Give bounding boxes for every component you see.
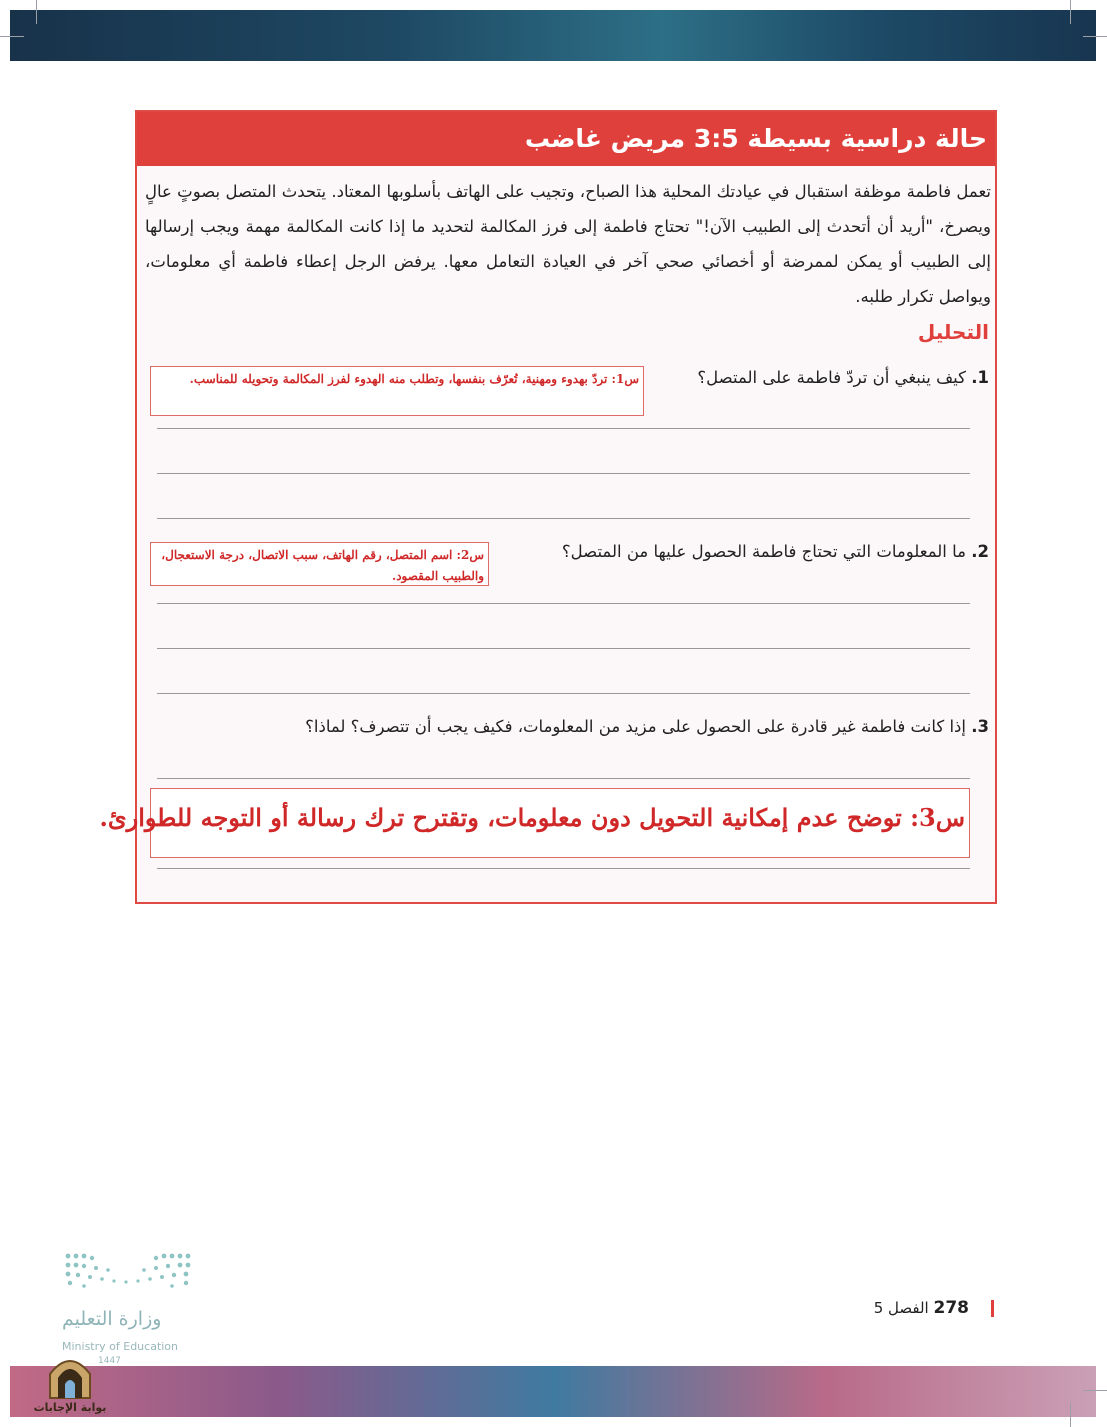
page-number-bar: [991, 1300, 994, 1317]
top-banner: [10, 10, 1096, 61]
crop-mark: [1070, 0, 1071, 24]
case-study-title: حالة دراسية بسيطة 3:5 مريض غاضب: [137, 112, 995, 166]
answer-line: [157, 428, 970, 429]
answers-portal-logo: [32, 1352, 108, 1414]
answer-box-1: [150, 366, 644, 416]
answer-line: [157, 518, 970, 519]
mosque-arch-icon: [32, 1352, 108, 1400]
bottom-banner: [10, 1366, 1096, 1417]
case-study-box: [99, 110, 997, 904]
answer-line: [157, 778, 970, 779]
question-number: 3.: [971, 717, 989, 736]
crop-mark: [1083, 36, 1107, 37]
ministry-name-en: Ministry of Education: [62, 1340, 179, 1353]
question-2: [562, 542, 989, 561]
answer-text: س1: تردّ بهدوء ومهنية، تُعرّف بنفسها، وتطلب منه الهدوء لفرز المكالمة وتحويله للمناسب.: [189, 372, 639, 386]
crop-mark: [36, 0, 37, 24]
crop-mark: [1070, 1403, 1071, 1427]
answer-text: س2: اسم المتصل، رقم الهاتف، سبب الاتصال، درجة الاستعجال، والطبيب المقصود.: [161, 548, 484, 583]
question-number: 2.: [971, 542, 989, 561]
answer-line: [157, 648, 970, 649]
question-text: ما المعلومات التي تحتاج فاطمة الحصول عليها من المتصل؟: [561, 542, 966, 561]
ministry-dots-icon: [56, 1248, 201, 1298]
ministry-logo: [56, 1248, 206, 1368]
ministry-name-ar: وزارة التعليم: [62, 1308, 162, 1330]
question-text: إذا كانت فاطمة غير قادرة على الحصول على مزيد من المعلومات، فكيف يجب أن تتصرف؟ لماذا؟: [305, 717, 966, 736]
question-1: [697, 368, 989, 387]
page-number-value: 278: [933, 1298, 969, 1318]
chapter-label: الفصل 5: [873, 1299, 929, 1317]
answer-box-2: [150, 542, 489, 586]
answer-line: [157, 473, 970, 474]
crop-mark: [1083, 1390, 1107, 1391]
case-study-intro: تعمل فاطمة موظفة استقبال في عيادتك المحلية هذا الصباح، وتجيب على الهاتف بأسلوبها المعتاد. يتحدث المتصل بصوتٍ عالٍ ويصرخ، "أريد أن أتحدث إلى الطبيب الآن!" تحتاج فاطمة إلى فرز المكالمة لتحديد ما إذا كانت المكالمة مهمة ويجب إرسالها إلى الطبيب أو يمكن لممرضة أو أخصائي صحي آخر في العيادة التعامل معها. يرفض الرجل إعطاء فاطمة أي معلومات، ويواصل تكرار طلبه.: [145, 182, 991, 306]
answer-line: [157, 868, 970, 869]
analysis-heading: التحليل: [917, 320, 989, 344]
ministry-year: 1447: [98, 1356, 121, 1366]
answer-box-3: [99, 788, 970, 858]
answer-line: [157, 693, 970, 694]
question-number: 1.: [971, 368, 989, 387]
question-3: [305, 717, 989, 736]
portal-label: بوابة الإجابات: [33, 1401, 107, 1414]
crop-mark: [0, 36, 24, 37]
question-text: كيف ينبغي أن تردّ فاطمة على المتصل؟: [697, 368, 966, 387]
answer-text: س3: توضح عدم إمكانية التحويل دون معلومات، وتقترح ترك رسالة أو التوجه للطوارئ.: [99, 803, 965, 832]
page-number: [874, 1298, 969, 1318]
answer-line: [157, 603, 970, 604]
